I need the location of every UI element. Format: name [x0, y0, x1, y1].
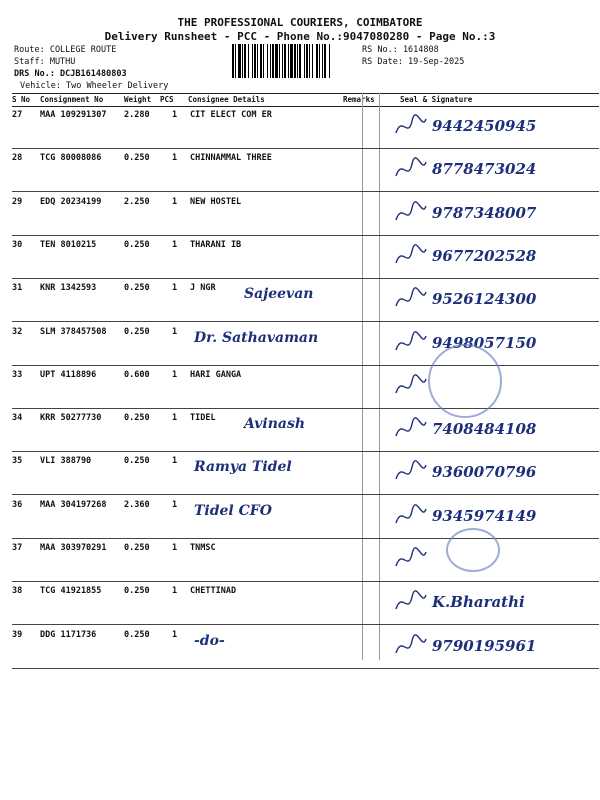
- handwritten-signature: 7408484108: [432, 420, 537, 439]
- handwritten-consignee: Avinash: [244, 416, 306, 433]
- table-row: [12, 235, 599, 279]
- row-pcs: 1: [172, 153, 178, 164]
- row-pcs: 1: [172, 239, 178, 250]
- table-row: [12, 148, 599, 192]
- signature-scribble-icon: [392, 284, 428, 314]
- row-sno: 32: [12, 326, 23, 337]
- handwritten-signature: 9677202528: [432, 246, 537, 265]
- signature-scribble-icon: [392, 414, 428, 444]
- handwritten-signature: 9526124300: [432, 290, 537, 309]
- row-consignee: THARANI IB: [190, 239, 242, 250]
- row-weight: 0.250: [124, 586, 150, 597]
- row-sno: 39: [12, 629, 23, 640]
- row-sno: 38: [12, 586, 23, 597]
- row-sno: 37: [12, 543, 23, 553]
- table-row: [12, 278, 599, 322]
- signature-scribble-icon: [392, 457, 428, 487]
- row-consignment: MAA 304197268: [40, 499, 107, 510]
- row-sno: 34: [12, 413, 23, 424]
- receipt-stamp: [446, 528, 500, 572]
- row-consignee: HARI GANGA: [190, 369, 242, 380]
- row-weight: 0.600: [124, 369, 150, 380]
- row-weight: 2.250: [124, 196, 150, 207]
- row-consignee: CIT ELECT COM ER: [190, 110, 272, 120]
- runsheet-subtitle: Delivery Runsheet - PCC - Phone No.:9047080280 - Page No.:3: [104, 30, 496, 43]
- table-row: [12, 365, 599, 409]
- col-sno: S No: [12, 95, 31, 104]
- col-weight: Weight: [124, 95, 152, 104]
- vehicle-label: Vehicle: Two Wheeler Delivery: [20, 81, 169, 91]
- row-pcs: 1: [172, 456, 178, 467]
- row-sno: 28: [12, 153, 23, 164]
- row-pcs: 1: [172, 543, 178, 553]
- table-row: [12, 538, 599, 582]
- signature-scribble-icon: [392, 587, 428, 617]
- row-consignment: VLI 388790: [40, 456, 92, 467]
- row-consignment: MAA 109291307: [40, 110, 107, 120]
- row-consignment: KNR 1342593: [40, 283, 97, 294]
- row-pcs: 1: [172, 110, 178, 120]
- handwritten-signature: 9498057150: [432, 333, 537, 352]
- barcode: [232, 44, 358, 78]
- row-consignee: TNMSC: [190, 543, 216, 553]
- handwritten-consignee: Tidel CFO: [194, 502, 272, 519]
- handwritten-signature: 9345974149: [432, 506, 537, 525]
- handwritten-consignee: Dr. Sathavaman: [194, 329, 319, 346]
- row-weight: 0.250: [124, 239, 150, 250]
- signature-scribble-icon: [392, 154, 428, 184]
- courier-seal-stamp: [428, 344, 502, 418]
- row-weight: 0.250: [124, 283, 150, 294]
- row-consignee: CHINNAMMAL THREE: [190, 153, 272, 164]
- row-pcs: 1: [172, 369, 178, 380]
- row-pcs: 1: [172, 499, 178, 510]
- row-consignment: TCG 80008086: [40, 153, 102, 164]
- handwritten-consignee: Ramya Tidel: [194, 459, 292, 476]
- table-row: [12, 408, 599, 452]
- row-consignment: DDG 1171736: [40, 629, 97, 640]
- col-consignee: Consignee Details: [188, 95, 265, 104]
- row-pcs: 1: [172, 283, 178, 294]
- rs-date: RS Date: 19-Sep-2025: [362, 57, 465, 67]
- col-consignment: Consignment No: [40, 95, 104, 104]
- row-pcs: 1: [172, 326, 178, 337]
- row-sno: 36: [12, 499, 23, 510]
- signature-scribble-icon: [392, 241, 428, 271]
- row-pcs: 1: [172, 413, 178, 424]
- handwritten-signature: K.Bharathi: [432, 593, 525, 612]
- row-weight: 0.250: [124, 153, 150, 164]
- company-title: THE PROFESSIONAL COURIERS, COIMBATORE: [177, 16, 423, 29]
- col-pcs: PCS: [160, 95, 174, 104]
- row-weight: 0.250: [124, 413, 150, 424]
- rs-number: RS No.: 1614808: [362, 45, 439, 55]
- table-row: [12, 495, 599, 539]
- handwritten-consignee: -do-: [194, 632, 225, 649]
- row-consignee: J NGR: [190, 283, 216, 294]
- row-sno: 35: [12, 456, 23, 467]
- handwritten-signature: 8778473024: [432, 160, 537, 179]
- signature-scribble-icon: [392, 371, 428, 401]
- table-row: [12, 625, 599, 669]
- row-sno: 31: [12, 283, 23, 294]
- row-consignee: NEW HOSTEL: [190, 196, 242, 207]
- signature-scribble-icon: [392, 544, 428, 574]
- signature-scribble-icon: [392, 501, 428, 531]
- table-row: [12, 451, 599, 495]
- barcode-bar: [330, 44, 331, 78]
- row-weight: 0.250: [124, 543, 150, 553]
- handwritten-signature: 9360070796: [432, 463, 537, 482]
- row-consignment: UPT 4118896: [40, 369, 97, 380]
- handwritten-signature: 9790195961: [432, 636, 537, 655]
- signature-scribble-icon: [392, 111, 428, 141]
- col-remarks: Remarks: [343, 95, 375, 104]
- handwritten-signature: 9442450945: [432, 117, 537, 135]
- row-consignment: TCG 41921855: [40, 586, 102, 597]
- row-weight: 0.250: [124, 629, 150, 640]
- handwritten-signature: 9787348007: [432, 203, 537, 222]
- row-weight: 2.280: [124, 110, 150, 120]
- row-sno: 29: [12, 196, 23, 207]
- row-pcs: 1: [172, 196, 178, 207]
- table-row: [12, 581, 599, 625]
- signature-scribble-icon: [392, 631, 428, 661]
- route-label: Route: COLLEGE ROUTE: [14, 45, 117, 55]
- row-weight: 0.250: [124, 456, 150, 467]
- table-row: [12, 105, 599, 149]
- signature-scribble-icon: [392, 328, 428, 358]
- row-sno: 27: [12, 110, 23, 120]
- signature-scribble-icon: [392, 198, 428, 228]
- row-consignment: SLM 378457508: [40, 326, 107, 337]
- handwritten-consignee: Sajeevan: [244, 286, 314, 303]
- drs-label: DRS No.: DCJB161480803: [14, 69, 127, 79]
- row-consignee: CHETTINAD: [190, 586, 237, 597]
- row-weight: 0.250: [124, 326, 150, 337]
- row-pcs: 1: [172, 586, 178, 597]
- row-consignment: MAA 303970291: [40, 543, 107, 553]
- table-row: [12, 192, 599, 236]
- row-consignment: EDQ 20234199: [40, 196, 102, 207]
- row-consignment: KRR 50277730: [40, 413, 102, 424]
- row-sno: 33: [12, 369, 23, 380]
- row-consignee: TIDEL: [190, 413, 216, 424]
- row-weight: 2.360: [124, 499, 150, 510]
- row-consignment: TEN 8010215: [40, 239, 97, 250]
- col-seal: Seal & Signature: [400, 95, 473, 104]
- table-row: [12, 322, 599, 366]
- staff-label: Staff: MUTHU: [14, 57, 76, 67]
- row-sno: 30: [12, 239, 23, 250]
- row-pcs: 1: [172, 629, 178, 640]
